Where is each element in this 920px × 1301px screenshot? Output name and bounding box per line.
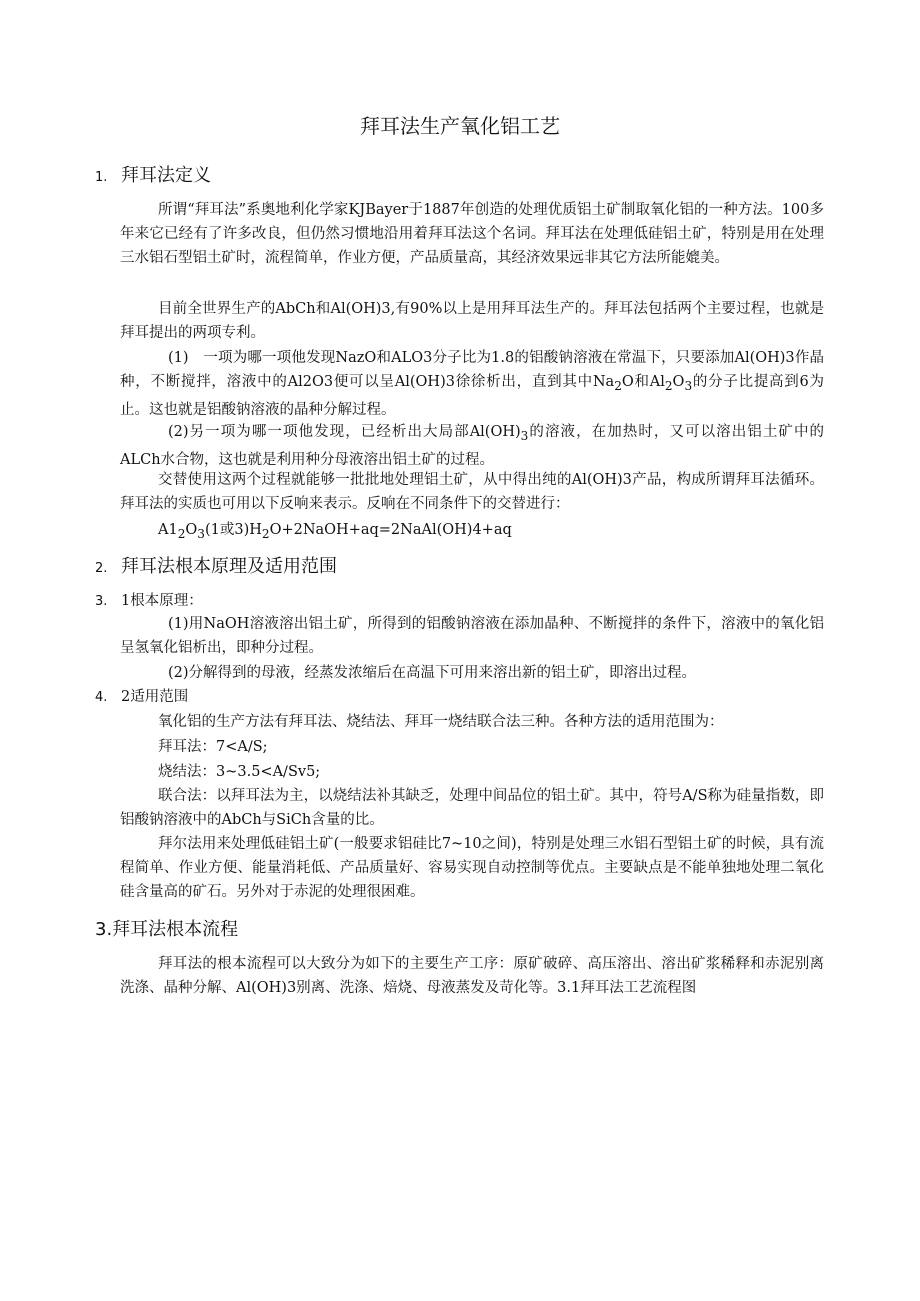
subsection-scope-title: 2适用范围	[121, 689, 189, 705]
formula-sub-3: 2	[261, 526, 270, 541]
paragraph-principle-1: (1)用NaOH溶液溶出铝土矿，所得到的铝酸钠溶液在添加晶种、不断搅拌的条件下，溶液中的氧化铝呈氢氧化铝析出，即种分过程。	[120, 616, 824, 656]
paragraph-bayer-advantages: 拜尔法用来处理低硅铝土矿(一般要求铝硅比7~10之间)，特别是处理三水铝石型铝土矿的时候，具有流程简单、作业方便、能量消耗低、产品质量好、容易实现自动控制等优点。主要缺点是不能单独地处理二氧化硅含量高的矿石。另外对于赤泥的处理很困难。	[120, 836, 824, 900]
section-1-number: 1.	[95, 170, 108, 185]
subsection-principle-number: 3.	[95, 594, 108, 609]
paragraph-bayer-cycle: 交替使用这两个过程就能够一批批地处理铝土矿，从中得出纯的Al(OH)3产品，构成所谓拜耳法循环。拜耳法的实质也可用以下反响来表示。反响在不同条件下的交替进行：	[120, 472, 824, 512]
subsection-scope-heading	[95, 685, 835, 710]
paragraph-process-flow: 拜耳法的根本流程可以大致分为如下的主要生产工序：原矿破碎、高压溶出、溶出矿浆稀释和赤泥别离洗涤、晶种分解、Al(OH)3别离、洗涤、焙烧、母液蒸发及苛化等。3.1拜耳法工艺流程图	[120, 956, 824, 996]
formula-text-c: (1或3)H	[204, 522, 262, 538]
patent-2-sub-1: 3	[520, 428, 529, 443]
patent-1-text-d: 的分子比提高到6为止。这也就是铝酸钠溶液的晶种分解过程。	[120, 374, 825, 418]
patent-1-text-b: O和Al	[621, 374, 665, 390]
formula-sub-1: 2	[177, 526, 186, 541]
subsection-principle-heading	[95, 589, 835, 614]
paragraph-patent-1	[120, 346, 824, 422]
formula-sub-2: 3	[197, 526, 205, 541]
line-bayer-range: 拜耳法：7<A∕S;	[158, 739, 268, 755]
reaction-formula	[158, 518, 824, 546]
patent-2-text-b: 的溶液，在加热时，又可以溶出铝土矿中的ALCh水合物，这也就是利用种分母液溶出铝土矿的过程。	[120, 424, 824, 468]
formula-text-d: O+2NaOH+aq=2NaAl(OH)4+aq	[269, 522, 512, 538]
section-1-heading	[95, 163, 835, 191]
paragraph-methods: 氧化铝的生产方法有拜耳法、烧结法、拜耳一烧结联合法三种。各种方法的适用范围为：	[158, 714, 724, 730]
paragraph-combined-method: 联合法：以拜耳法为主，以烧结法补其缺乏，处理中间品位的铝土矿。其中，符号A/S称为硅量指数，即铝酸钠溶液中的AbCh与SiCh含量的比。	[120, 788, 824, 828]
formula-text-b: O	[185, 522, 198, 538]
patent-2-text-a: (2)另一项为哪一项他发现，已经析出大局部Al(OH)	[168, 424, 521, 440]
patent-1-sub-2: 2	[664, 378, 673, 393]
subsection-scope-number: 4.	[95, 690, 108, 705]
section-2-heading	[95, 554, 835, 582]
section-2-number: 2.	[95, 561, 108, 576]
formula-text-a: A1	[158, 522, 178, 538]
paragraph-definition: 所谓“拜耳法”系奥地利化学家KJBayer于1887年创造的处理优质铝土矿制取氧化铝的一种方法。100多年来它已经有了许多改良，但仍然习惯地沿用着拜耳法这个名词。拜耳法在处理低硅铝土矿，特别是用在处理三水铝石型铝土矿时，流程简单，作业方便，产品质量高，其经济效果远非其它方法所能媲美。	[120, 202, 824, 266]
subsection-principle-title: 1根本原理：	[121, 593, 203, 609]
patent-1-text-a: (1) 一项为哪一项他发现NazO和ALO3分子比为1.8的铝酸钠溶液在常温下，只要添加Al(OH)3作晶种，不断搅拌，溶液中的Al2O3便可以呈Al(OH)3徐徐析出，直到其中Na	[120, 350, 824, 390]
line-sintering-range: 烧结法：3~3.5<A∕Sv5;	[158, 764, 321, 780]
section-1-title: 拜耳法定义	[121, 165, 211, 186]
paragraph-principle-2: (2)分解得到的母液，经蒸发浓缩后在高温下可用来溶出新的铝土矿，即溶出过程。	[168, 665, 697, 681]
paragraph-world-production: 目前全世界生产的AbCh和Al(OH)3,有90%以上是用拜耳法生产的。拜耳法包括两个主要过程，也就是拜耳提出的两项专利。	[120, 301, 824, 341]
section-2-title: 拜耳法根本原理及适用范围	[121, 556, 337, 577]
patent-1-sub-1: 2	[614, 378, 622, 393]
page-title: 拜耳法生产氧化铝工艺	[360, 114, 560, 138]
patent-1-sub-3: 3	[684, 378, 693, 393]
patent-1-text-c: O	[672, 374, 685, 390]
section-3-heading: 3.拜耳法根本流程	[95, 919, 239, 940]
paragraph-patent-2	[120, 420, 824, 472]
